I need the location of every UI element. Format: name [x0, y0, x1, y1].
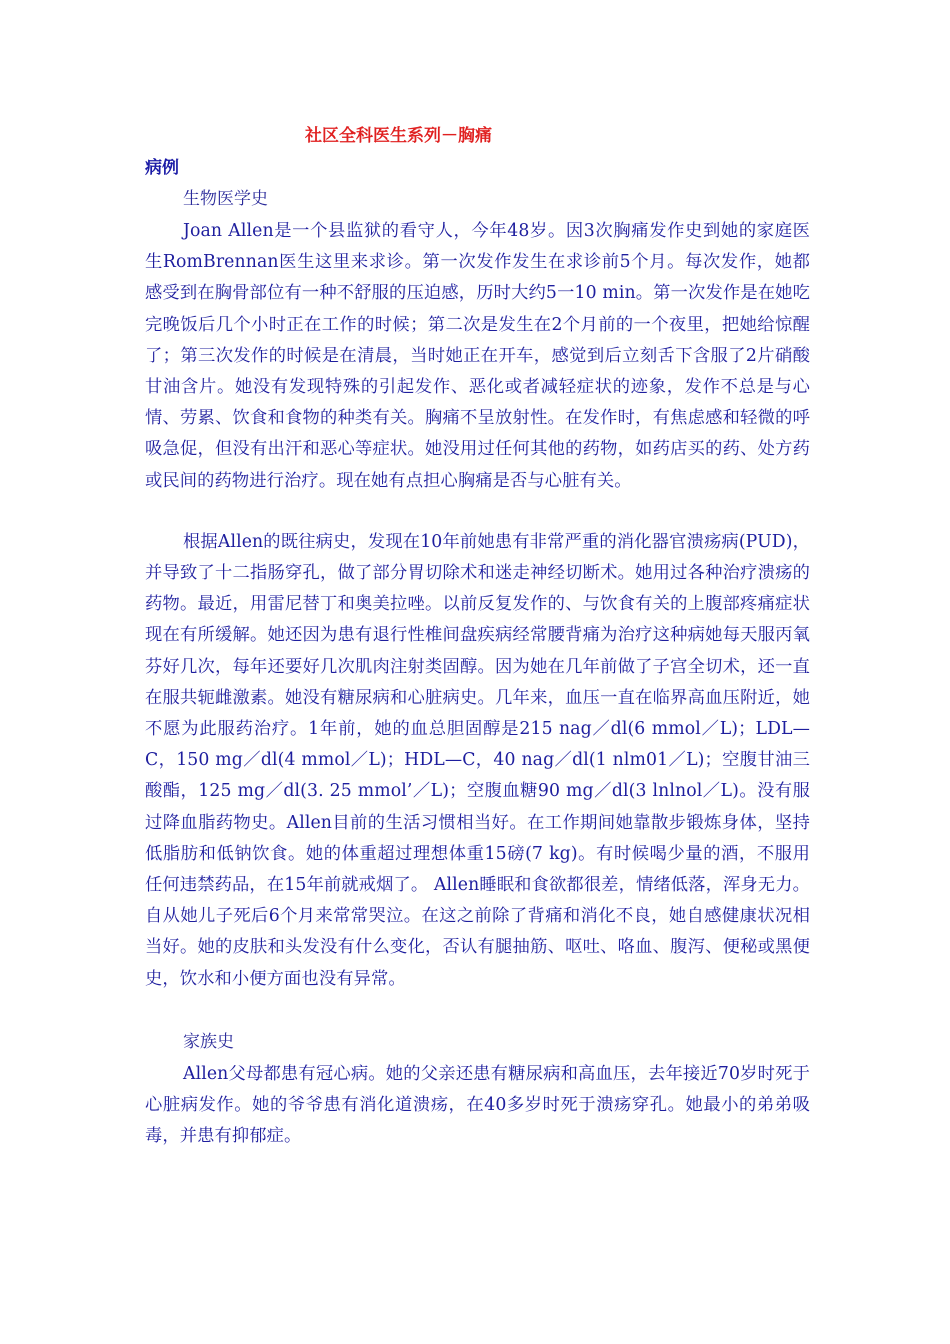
section-heading: 病例	[145, 158, 179, 178]
paragraph-chief-complaint: Joan Allen是一个县监狱的看守人，今年48岁。因3次胸痛发作史到她的家庭医生RomBrennan医生这里来求诊。第一次发作发生在求诊前5个月。每次发作，她都感受到在胸骨部位有一种不舒服的压迫感，历时大约5一10 min。第一次发作是在她吃完晚饭后几个小时正在工作的时候；第二次是发生在2个月前的一个夜里，把她给惊醒了；第三次发作的时候是在清晨，当时她正在开车，感觉到后立刻舌下含服了2片硝酸甘油含片。她没有发现特殊的引起发作、恶化或者减轻症状的迹象，发作不总是与心情、劳累、饮食和食物的种类有关。胸痛不呈放射性。在发作时，有焦虑感和轻微的呼吸急促，但没有出汗和恶心等症状。她没用过任何其他的药物，如药店买的药、处方药或民间的药物进行治疗。现在她有点担心胸痛是否与心脏有关。	[145, 221, 810, 491]
paragraph-gap	[145, 497, 810, 527]
paragraph-past-history: 根据Allen的既往病史，发现在10年前她患有非常严重的消化器官溃疡病(PUD)，并导致了十二指肠穿孔，做了部分胃切除术和迷走神经切断术。她用过各种治疗溃疡的药物。最近，用雷尼替丁和奥美拉唑。以前反复发作的、与饮食有关的上腹部疼痛症状现在有所缓解。她还因为患有退行性椎间盘疾病经常腰背痛为治疗这种病她每天服丙氧芬好几次，每年还要好几次肌肉注射类固醇。因为她在几年前做了子宫全切术，还一直在服共轭雌激素。她没有糖尿病和心脏病史。几年来，血压一直在临界高血压附近，她不愿为此服药治疗。1年前，她的血总胆固醇是215 nag／dl(6 mmol／L)；LDL—C，150 mg／dl(4 mmol／L)；HDL—C，40 nag／dl(1 nlm01／L)；空腹甘油三酸酯，125 mg／dl(3. 25 mmol’／L)；空腹血糖90 mg／dl(3 lnlnol／L)。没有服过降血脂药物史。Allen目前的生活习惯相当好。在工作期间她靠散步锻炼身体，坚持低脂肪和低钠饮食。她的体重超过理想体重15磅(7 kg)。有时候喝少量的酒，不服用任何违禁药品，在15年前就戒烟了。 Allen睡眠和食欲都很差，情绪低落，浑身无力。自从她儿子死后6个月来常常哭泣。在这之前除了背痛和消化不良，她自感健康状况相当好。她的皮肤和头发没有什么变化，否认有腿抽筋、呕吐、咯血、腹泻、便秘或黑便史，饮水和小便方面也没有异常。	[145, 531, 810, 989]
document-page	[145, 118, 810, 1152]
subsection-biomedical-history: 生物医学史	[183, 189, 268, 209]
paragraph-gap	[145, 995, 810, 1025]
document-title: 社区全科医生系列－胸痛	[305, 126, 492, 146]
paragraph-family-history: Allen父母都患有冠心病。她的父亲还患有糖尿病和高血压，去年接近70岁时死于心脏病发作。她的爷爷患有消化道溃疡，在40多岁时死于溃疡穿孔。她最小的弟弟吸毒，并患有抑郁症。	[145, 1063, 810, 1147]
subsection-family-history: 家族史	[183, 1031, 234, 1052]
